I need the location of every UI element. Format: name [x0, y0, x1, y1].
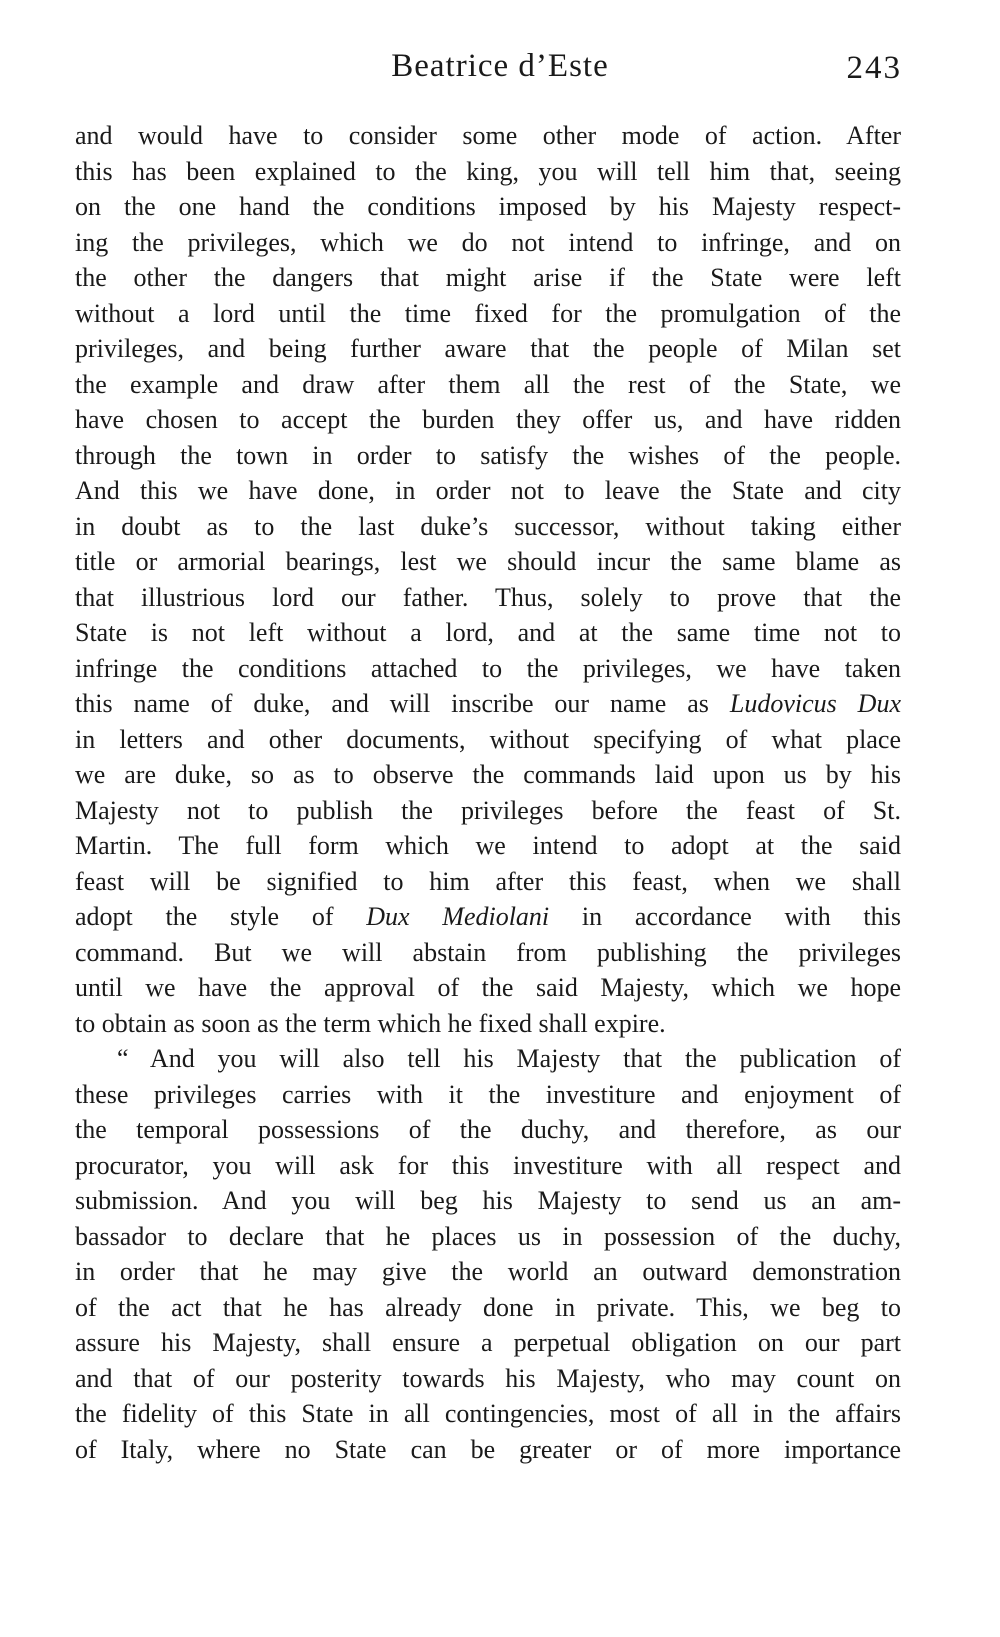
text-line: without a lord until the time fixed for the promulgation of the: [75, 298, 901, 328]
text-line: assure his Majesty, shall ensure a perpetual obligation on our part: [75, 1328, 901, 1357]
text-line: have chosen to accept the burden they offer us, and have ridden: [75, 405, 901, 434]
text-line: [75, 899, 901, 935]
text-line: privileges, and being further aware that the people of Milan set: [75, 334, 901, 363]
page-number: 243: [846, 50, 902, 86]
text-line: in letters and other documents, without specifying of what place: [75, 724, 901, 754]
text-line: in doubt as to the last duke’s successor, without taking either: [75, 511, 901, 541]
text-line: that illustrious lord our father. Thus, solely to prove that the: [75, 582, 901, 612]
text-line: these privileges carries with it the investiture and enjoyment of: [75, 1079, 901, 1109]
text-line: until we have the approval of the said Majesty, which we hope: [75, 973, 901, 1002]
text-line: procurator, you will ask for this investiture with all respect and: [75, 1150, 901, 1180]
text-line: ing the privileges, which we do not intend to infringe, and on: [75, 227, 901, 257]
text-line: through the town in order to satisfy the wishes of the people.: [75, 440, 901, 470]
paragraph-2: [75, 1041, 901, 1467]
text-line: on the one hand the conditions imposed by his Majesty respect-: [75, 192, 901, 221]
paragraph-1: [75, 118, 901, 1041]
text-line: of the act that he has already done in private. This, we beg to: [75, 1292, 901, 1322]
text-line: feast will be signified to him after this feast, when we shall: [75, 866, 901, 896]
text-line: bassador to declare that he places us in possession of the duchy,: [75, 1221, 901, 1251]
text-line: And this we have done, in order not to leave the State and city: [75, 476, 901, 505]
text-line: the other the dangers that might arise if the State were left: [75, 263, 901, 292]
text-line: the fidelity of this State in all contingencies, most of all in the affairs: [75, 1399, 901, 1428]
page-header: [0, 42, 1000, 92]
text-line: command. But we will abstain from publishing the privileges: [75, 937, 901, 967]
text-line: to obtain as soon as the term which he fixed shall expire.: [75, 1008, 666, 1038]
text-line: in order that he may give the world an outward demonstration: [75, 1257, 901, 1286]
text-line: this has been explained to the king, you will tell him that, seeing: [75, 156, 901, 186]
italic-latin-term: Dux Mediolani: [366, 902, 550, 931]
text-line: of Italy, where no State can be greater or of more importance: [75, 1434, 901, 1464]
text-segment: this name of duke, and will inscribe our name as: [75, 689, 709, 718]
text-line: submission. And you will beg his Majesty to send us an am-: [75, 1186, 901, 1215]
body-text: [75, 118, 901, 1467]
text-line: and would have to consider some other mode of action. After: [75, 121, 901, 150]
italic-latin-term: Ludovicus Dux: [729, 689, 901, 718]
text-line: [75, 686, 901, 722]
text-line: Majesty not to publish the privileges before the feast of St.: [75, 795, 901, 825]
text-line: and that of our posterity towards his Majesty, who may count on: [75, 1363, 901, 1393]
text-segment: in accordance with this: [581, 902, 901, 931]
text-line: “ And you will also tell his Majesty that the publication of: [117, 1044, 901, 1073]
text-line: infringe the conditions attached to the privileges, we have taken: [75, 653, 901, 683]
text-line: title or armorial bearings, lest we should incur the same blame as: [75, 547, 901, 576]
running-title: Beatrice d’Este: [391, 48, 609, 84]
text-line: the temporal possessions of the duchy, and therefore, as our: [75, 1115, 901, 1144]
text-line: State is not left without a lord, and at the same time not to: [75, 618, 901, 647]
text-segment: adopt the style of: [75, 902, 334, 931]
text-line: the example and draw after them all the rest of the State, we: [75, 369, 901, 399]
text-line: we are duke, so as to observe the commands laid upon us by his: [75, 760, 901, 789]
text-line: Martin. The full form which we intend to adopt at the said: [75, 831, 901, 860]
